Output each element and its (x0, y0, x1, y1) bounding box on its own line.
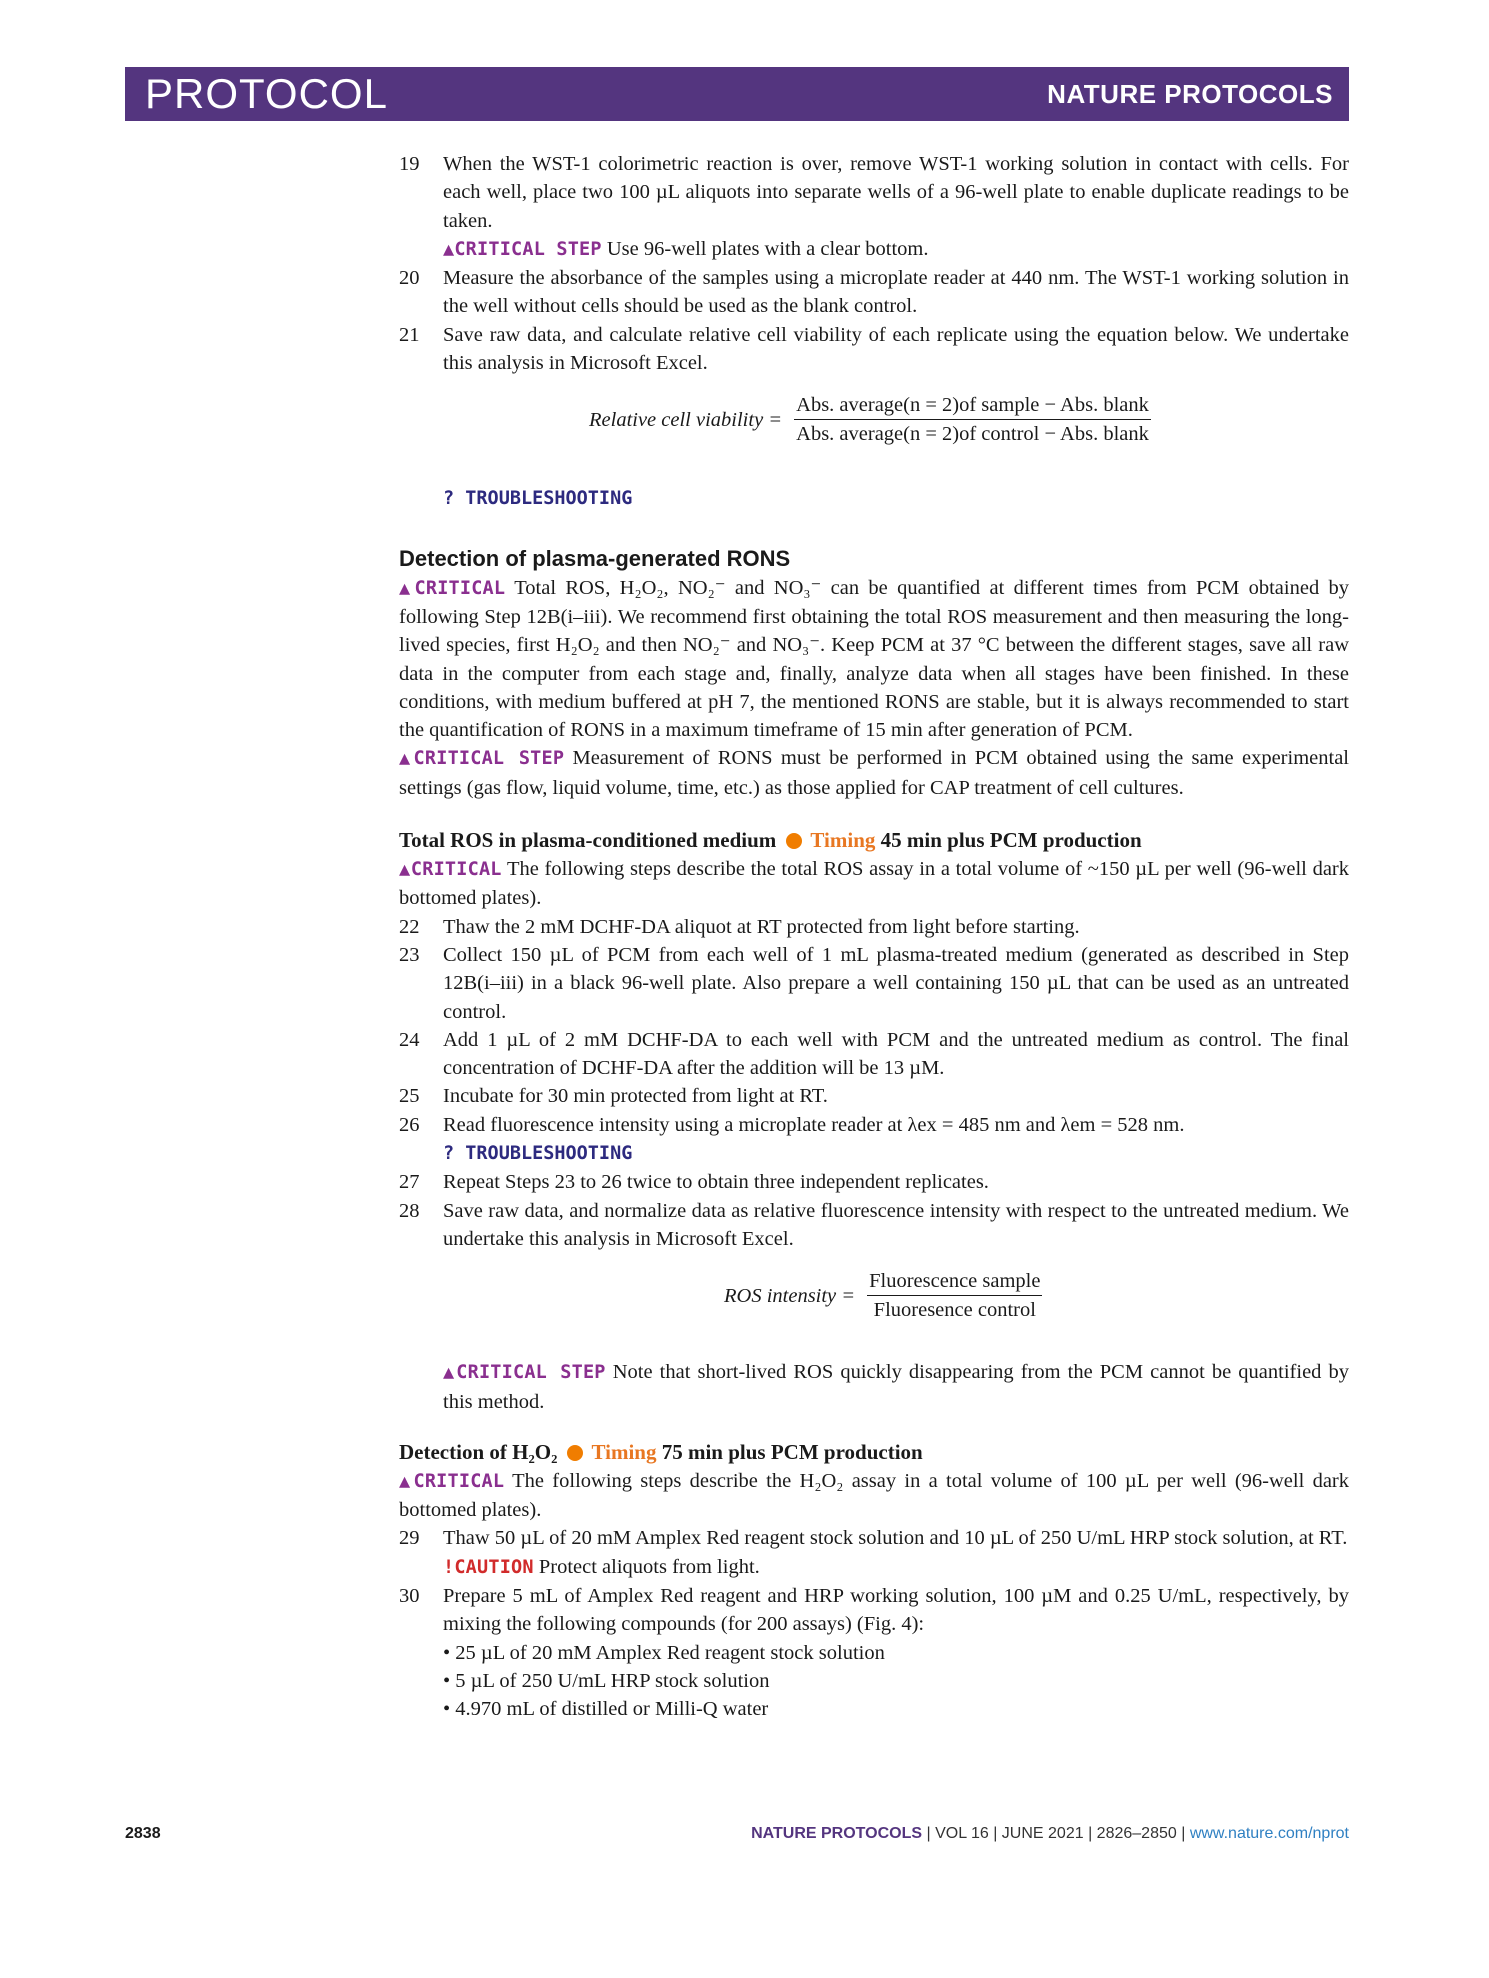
step-19-critical (399, 235, 1349, 264)
step-text: Measure the absorbance of the samples using a microplate reader at 440 nm. The WST-1 working solution in the well without cells should be used as the blank control. (443, 267, 1349, 318)
rons-critical-step (399, 744, 1349, 802)
list-item: • 25 µL of 20 mM Amplex Red reagent stock solution (443, 1641, 885, 1664)
section-title-ros (399, 826, 1349, 855)
equation-fraction (867, 1267, 1042, 1324)
step-text: Save raw data, and normalize data as relative fluorescence intensity with respect to the untreated medium. We undertake this analysis in Microsoft Excel. (443, 1199, 1349, 1250)
rons-critical (399, 574, 1349, 745)
step-text: Add 1 µL of 2 mM DCHF-DA to each well with PCM and the untreated medium as control. The final concentration of DCHF-DA after the addition will be 13 µM. (443, 1028, 1349, 1080)
ros-critical-step (399, 1358, 1349, 1416)
timing-value: 45 min plus PCM production (880, 828, 1142, 853)
citation (751, 1820, 1349, 1848)
step-27 (399, 1168, 1349, 1196)
troubleshooting-link[interactable]: ? TROUBLESHOOTING (443, 488, 633, 510)
equation-denominator: Abs. average(n = 2)of control − Abs. blank (796, 423, 1149, 446)
step-number: 19 (399, 153, 420, 175)
section-title-rons: Detection of plasma-generated RONS (399, 545, 791, 571)
timing-dot-icon (786, 833, 802, 849)
step-19 (399, 150, 1349, 235)
timing-label: Timing (810, 828, 876, 853)
equation-denominator: Fluoresence control (873, 1299, 1036, 1322)
article-type: PROTOCOL (145, 70, 388, 117)
footer-details: | VOL 16 | JUNE 2021 | 2826–2850 | (922, 1825, 1190, 1842)
step-24 (399, 1026, 1349, 1083)
step-number: 27 (399, 1171, 420, 1194)
step-22 (399, 913, 1349, 941)
step-text: Collect 150 µL of PCM from each well of 1 mL plasma-treated medium (generated as described in Step 12B(i–iii) in a black 96-well plate. Also prepare a well containing 150 µL that can be used as an untreated control. (443, 943, 1349, 1023)
troubleshooting-2 (399, 1139, 1349, 1168)
step-number: 28 (399, 1199, 420, 1222)
caution-label: !CAUTION (443, 1556, 534, 1578)
critical-step-text: Note that short-lived ROS quickly disappearing from the PCM cannot be quantified by this method. (443, 1361, 1349, 1413)
step-30 (399, 1582, 1349, 1639)
critical-label: ▲CRITICAL (399, 577, 506, 599)
critical-step-label: ▲CRITICAL STEP (443, 238, 602, 260)
step-21 (399, 321, 1349, 378)
h2o2-critical (399, 1467, 1349, 1525)
equation-lhs: ROS intensity = (724, 1284, 856, 1307)
ros-title-text: Total ROS in plasma-conditioned medium (399, 828, 777, 853)
equation-lhs: Relative cell viability = (589, 408, 783, 431)
step-number: 25 (399, 1085, 420, 1108)
critical-label: ▲CRITICAL (399, 859, 502, 881)
journal-name: NATURE PROTOCOLS (1047, 79, 1333, 109)
h2o2-title-text: Detection of H₂O₂ (399, 1439, 558, 1464)
step-20 (399, 264, 1349, 321)
equation-numerator: Fluorescence sample (867, 1267, 1042, 1296)
equation-numerator: Abs. average(n = 2)of sample − Abs. blank (794, 391, 1151, 420)
step-text: Prepare 5 mL of Amplex Red reagent and HRP working solution, 100 µM and 0.25 U/mL, respectively, by mixing the following compounds (for 200 assays) (Fig. 4): (443, 1584, 1349, 1636)
critical-step-label: ▲CRITICAL STEP (399, 748, 565, 770)
equation-fraction (794, 391, 1151, 448)
list-item: • 5 µL of 250 U/mL HRP stock solution (443, 1669, 770, 1692)
step-28 (399, 1197, 1349, 1254)
critical-text: The following steps describe the total ROS assay in a total volume of ~150 µL per well (96-well dark bottomed plates). (399, 858, 1350, 910)
step-number: 23 (399, 943, 420, 966)
step-number: 22 (399, 915, 420, 938)
step-text: Repeat Steps 23 to 26 twice to obtain three independent replicates. (443, 1171, 989, 1194)
equation-ros-intensity (724, 1267, 1349, 1324)
step-29-caution (399, 1553, 1349, 1582)
bullet-list (399, 1639, 1349, 1724)
main-content (399, 150, 1349, 1723)
critical-step-text: Measurement of RONS must be performed in PCM obtained using the same experimental settings (gas flow, liquid volume, time, etc.) as those applied for CAP treatment of cell cultures. (399, 747, 1349, 799)
step-text: Incubate for 30 min protected from light at RT. (443, 1085, 828, 1108)
critical-step-text: Use 96-well plates with a clear bottom. (606, 237, 929, 260)
step-text: Save raw data, and calculate relative cell viability of each replicate using the equation below. We undertake this analysis in Microsoft Excel. (443, 323, 1349, 375)
footer-journal: NATURE PROTOCOLS (751, 1825, 923, 1842)
list-item: • 4.970 mL of distilled or Milli-Q water (443, 1698, 769, 1721)
step-29 (399, 1524, 1349, 1552)
step-number: 29 (399, 1527, 420, 1550)
step-text: When the WST-1 colorimetric reaction is over, remove WST-1 working solution in contact with cells. For each well, place two 100 µL aliquots into separate wells of a 96-well plate to enable duplicate readings to be taken. (443, 153, 1349, 232)
step-25 (399, 1082, 1349, 1110)
step-number: 30 (399, 1584, 420, 1607)
step-number: 26 (399, 1113, 420, 1136)
step-text: Thaw the 2 mM DCHF-DA aliquot at RT protected from light before starting. (443, 915, 1080, 938)
ros-critical (399, 855, 1349, 913)
footer-url[interactable]: www.nature.com/nprot (1189, 1825, 1349, 1842)
section-title-h2o2 (399, 1438, 1349, 1467)
timing-dot-icon (567, 1445, 583, 1461)
critical-step-label: ▲CRITICAL STEP (443, 1362, 606, 1384)
page-number: 2838 (125, 1825, 161, 1842)
header-banner (125, 67, 1349, 121)
troubleshooting-1 (399, 484, 1349, 513)
step-text: Thaw 50 µL of 20 mM Amplex Red reagent stock solution and 10 µL of 250 U/mL HRP stock solution, at RT. (443, 1527, 1348, 1550)
troubleshooting-link[interactable]: ? TROUBLESHOOTING (443, 1143, 633, 1165)
step-number: 21 (399, 323, 420, 346)
timing-value: 75 min plus PCM production (661, 1439, 923, 1464)
step-26 (399, 1111, 1349, 1139)
caution-text: Protect aliquots from light. (538, 1555, 760, 1578)
critical-label: ▲CRITICAL (399, 1470, 505, 1492)
critical-text: Total ROS, H₂O₂, NO₂⁻ and NO₃⁻ can be quantified at different times from PCM obtained by following Step 12B(i–iii). We recommend first obtaining the total ROS measurement and then measuring the long-lived species, first H₂O₂ and then NO₂⁻ and NO₃⁻. Keep PCM at 37 °C between the different stages, save all raw data in the computer from each stage and, finally, analyze data when all stages have been finished. In these conditions, with medium buffered at pH 7, the mentioned RONS are stable, but it is always recommended to start the quantification of RONS in a maximum timeframe of 15 min after generation of PCM. (399, 576, 1350, 742)
step-text: Read fluorescence intensity using a microplate reader at λex = 485 nm and λem = 528 nm. (443, 1113, 1185, 1136)
timing-label: Timing (591, 1439, 657, 1464)
step-number: 24 (399, 1028, 420, 1051)
equation-viability (589, 391, 1349, 448)
step-number: 20 (399, 267, 420, 290)
critical-text: The following steps describe the H₂O₂ assay in a total volume of 100 µL per well (96-well dark bottomed plates). (399, 1469, 1349, 1522)
step-23 (399, 941, 1349, 1026)
